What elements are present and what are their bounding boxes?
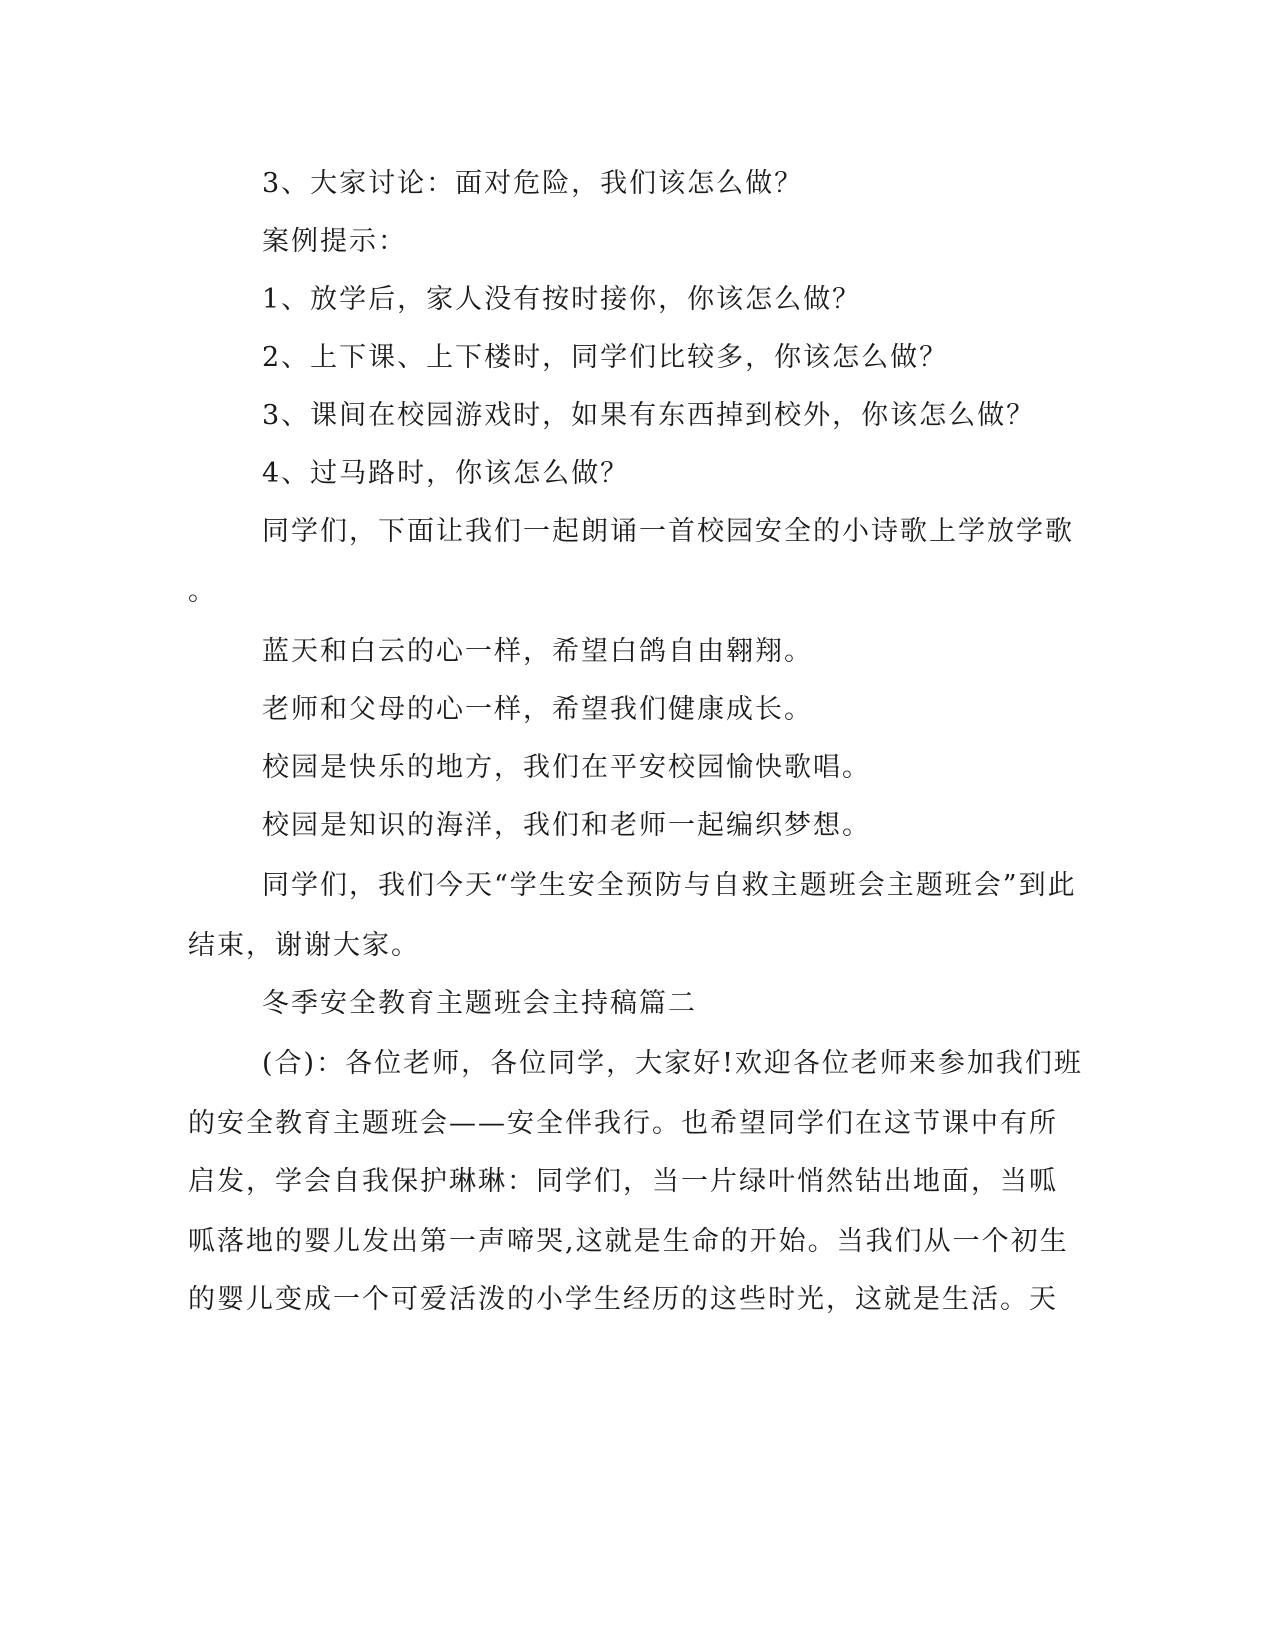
text-line: 蓝天和白云的心一样，希望白鸽自由翱翔。 <box>262 636 813 667</box>
text-line: 的安全教育主题班会——安全伴我行。也希望同学们在这节课中有所 <box>188 1108 1058 1139</box>
text-line: 案例提示： <box>262 226 407 257</box>
text-line: 校园是知识的海洋，我们和老师一起编织梦想。 <box>262 810 871 841</box>
text-line: 4、过马路时，你该怎么做？ <box>262 458 630 489</box>
text-line: 呱落地的婴儿发出第一声啼哭,这就是生命的开始。当我们从一个初生 <box>188 1226 1069 1257</box>
text-line: 1、放学后，家人没有按时接你，你该怎么做？ <box>262 284 862 315</box>
text-line: 2、上下课、上下楼时，同学们比较多，你该怎么做？ <box>262 342 949 373</box>
text-line: (合)：各位老师，各位同学，大家好!欢迎各位老师来参加我们班 <box>262 1048 1083 1079</box>
section-heading: 冬季安全教育主题班会主持稿篇二 <box>262 988 697 1019</box>
text-line: 校园是快乐的地方，我们在平安校园愉快歌唱。 <box>262 752 871 783</box>
text-line: 同学们，下面让我们一起朗诵一首校园安全的小诗歌上学放学歌 <box>262 516 1074 547</box>
text-line: 3、课间在校园游戏时，如果有东西掉到校外，你该怎么做？ <box>262 400 1036 431</box>
text-line: 3、大家讨论：面对危险，我们该怎么做？ <box>262 168 804 199</box>
text-line: 同学们，我们今天“学生安全预防与自救主题班会主题班会”到此 <box>262 870 1077 901</box>
text-line: 启发，学会自我保护琳琳：同学们，当一片绿叶悄然钻出地面，当呱 <box>188 1166 1058 1197</box>
text-line: 结束，谢谢大家。 <box>188 930 420 961</box>
text-line: 老师和父母的心一样，希望我们健康成长。 <box>262 694 813 725</box>
text-line: 。 <box>188 576 217 607</box>
text-line: 的婴儿变成一个可爱活泼的小学生经历的这些时光，这就是生活。天 <box>188 1284 1058 1315</box>
